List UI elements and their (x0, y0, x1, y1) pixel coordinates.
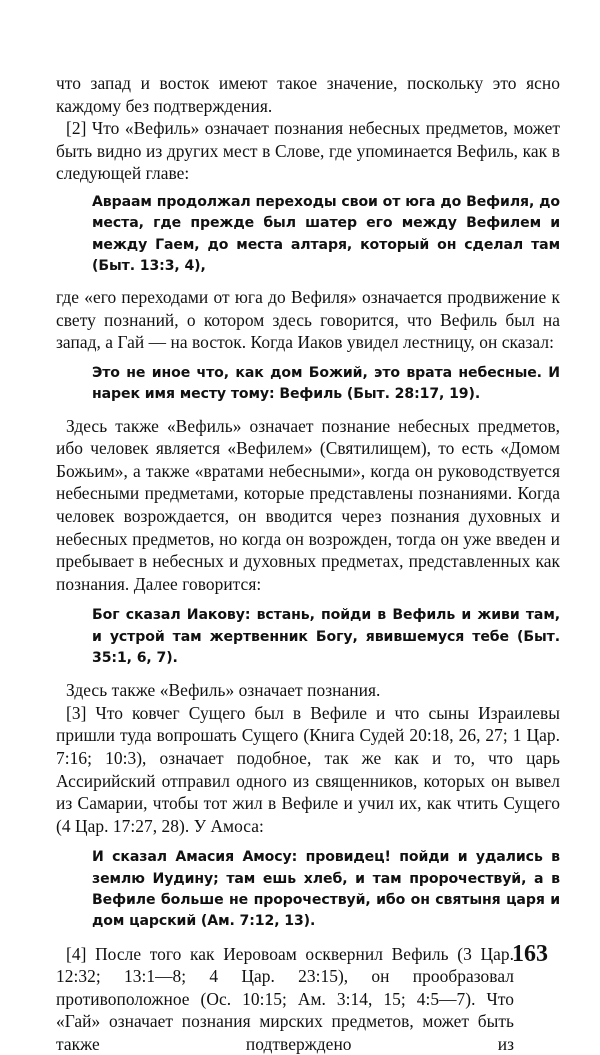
paragraph-section-2: [2] Что «Вефиль» означает познания небесных предметов, может быть видно из других мест в Слове, где упоминается Вефиль, как в следующей главе: (56, 118, 560, 184)
paragraph-house-of-god: Здесь также «Вефиль» означает познание небесных предметов, ибо человек является «Вефилем» (Святилищем), то есть «Домом Божьим», а также «вратами небесными», когда он руководствуется небесными предметами, которые представлены познаниями. Когда человек возрождается, он вводится через познания духовных и небесных предметов, но когда он возрожден, тогда он уже введен и пребывает в небесных и духовных предметах, представленных как познания. Далее говорится: (56, 415, 560, 594)
page-body (56, 72, 560, 1055)
paragraph-bethel-knowledge: Здесь также «Вефиль» означает познания. (66, 680, 381, 701)
paragraph-section-3: [3] Что ковчег Сущего был в Вефиле и что сыны Израилевы пришли туда вопрошать Сущего (Книга Судей 20:18, 26, 27; 1 Цар. 7:16; 10:3), означает подобное, так же как и то, что царь Ассирийский отправил одного из священников, которых он вывел из Самарии, чтобы тот жил в Вефиле и учил их, как чтить Сущего (4 Цар. 17:27, 28). У Амоса: (56, 702, 560, 836)
paragraph-journeys: где «его переходами от юга до Вефиля» означается продвижение к свету познаний, о котором здесь говорится, что Вефиль был на запад, а Гай — на восток. Когда Иаков увидел лестницу, он сказал: (56, 287, 560, 353)
quote-amos-7: И сказал Амасия Амосу: провидец! пойди и удались в землю Иудину; там ешь хлеб, и там пророчествуй, а в Вефиле больше не пророчествуй, ибо он святыня царя и дом царский (Ам. 7:12, 13). (92, 849, 560, 930)
quote-genesis-13: Авраам продолжал переходы свои от юга до Вефиля, до места, где прежде был шатер его между Вефилем и между Гаем, до места алтаря, который он сделал там (Быт. 13:3, 4), (92, 193, 560, 274)
paragraph-intro-end: что запад и восток имеют такое значение, поскольку это ясно каждому без подтверждения. (56, 73, 560, 116)
quote-genesis-28: Это не иное что, как дом Божий, это врата небесные. И нарек имя месту тому: Вефиль (Быт. 28:17, 19). (92, 364, 560, 403)
paragraph-section-4: [4] После того как Иеровоам осквернил Вефиль (3 Цар. 12:32; 13:1—8; 4 Цар. 23:15), он прообразовал противоположное (Ос. 10:15; Ам. 3:14, 15; 4:5—7). Что «Гай» означает познания мирских предметов, может быть также подтверждено из (56, 943, 514, 1054)
page-number: 163 (512, 941, 548, 967)
quote-genesis-35: Бог сказал Иакову: встань, пойди в Вефиль и живи там, и устрой там жертвенник Богу, явившемуся тебе (Быт. 35:1, 6, 7). (92, 607, 560, 666)
